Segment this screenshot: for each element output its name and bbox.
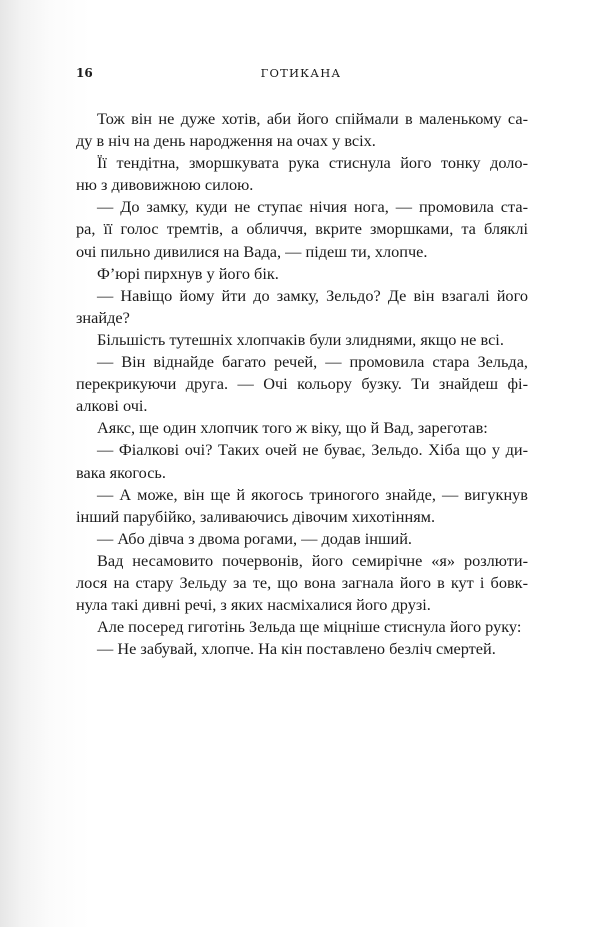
- text-line: інший парубійко, заливаючись дівочим хихотінням.: [76, 506, 436, 526]
- text-line: — Не забувай, хлопче. На кін поставлено безліч смертей.: [97, 639, 496, 659]
- text-line: Її тендітна, зморшкувата рука стиснула його тонку доло-: [97, 153, 528, 173]
- text-line: алкові очі.: [76, 396, 148, 416]
- text-line: знайде?: [76, 307, 130, 327]
- text-line: ню з дивовижною силою.: [76, 175, 254, 195]
- text-line: вака якогось.: [76, 462, 166, 482]
- text-line: лося на стару Зельду за те, що вона загнала його в кут і бовк-: [76, 572, 528, 592]
- text-line: — Або дівча з двома рогами, — додав інший.: [97, 528, 413, 548]
- running-title: ГОТИКАНА: [260, 66, 342, 80]
- text-line: Аякс, ще один хлопчик того ж віку, що й Вад, зареготав:: [97, 418, 488, 438]
- text-line: — А може, він ще й якогось триногого знайде, — вигукнув: [97, 484, 528, 504]
- text-line: Вад несамовито почервонів, його семирічне «я» розлюти-: [97, 550, 528, 570]
- page-number: 16: [76, 66, 93, 80]
- text-line: ду в ніч на день народження на очах у всіх.: [76, 131, 376, 151]
- text-line: нула такі дивні речі, з яких насміхалися його друзі.: [76, 595, 431, 615]
- body-text: [76, 108, 528, 660]
- text-line: Більшість тутешніх хлопчаків були злиднями, якщо не всі.: [97, 329, 504, 349]
- text-line: — До замку, куди не ступає нічия нога, — промовила ста-: [97, 197, 528, 217]
- text-line: — Фіалкові очі? Таких очей не буває, Зельдо. Хіба що у ди-: [97, 440, 528, 460]
- text-line: перекрикуючи друга. — Очі кольору бузку. Ти знайдеш фі-: [76, 374, 528, 394]
- text-line: — Навіщо йому йти до замку, Зельдо? Де він взагалі його: [97, 285, 528, 305]
- text-line: Ф’юрі пирхнув у його бік.: [97, 263, 279, 283]
- text-line: Але посеред гиготінь Зельда ще міцніше стиснула його руку:: [97, 617, 522, 637]
- page-header: [76, 66, 526, 86]
- text-line: — Він віднайде багато речей, — промовила стара Зельда,: [97, 352, 528, 372]
- text-line: очі пильно дивилися на Вада, — підеш ти, хлопче.: [76, 241, 428, 261]
- text-line: ра, її голос тремтів, а обличчя, вкрите зморшками, та бляклі: [76, 219, 528, 239]
- text-line: Тож він не дуже хотів, аби його спіймали в маленькому са-: [97, 109, 528, 128]
